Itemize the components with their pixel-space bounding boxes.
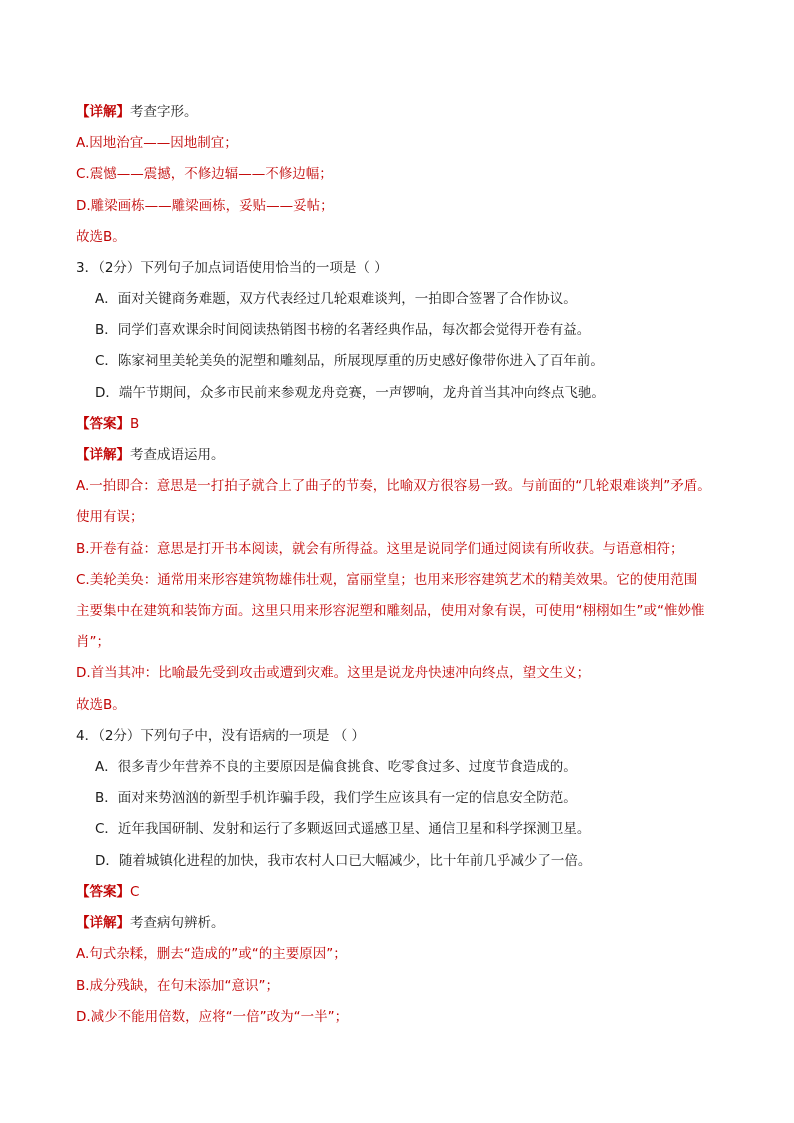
q4-explain-line: B.成分残缺，在句末添加“意识”； xyxy=(76,978,280,994)
q3-option-b: B．同学们喜欢课余时间阅读热销图书榜的名著经典作品，每次都会觉得开卷有益。 xyxy=(95,322,591,338)
q3-explain-line: C.美轮美奂：通常用来形容建筑物雄伟壮观，富丽堂皇；也用来形容建筑艺术的精美效果。它的使用范围 xyxy=(76,572,698,588)
q3-explain-line: D.首当其冲：比喻最先受到攻击或遭到灾难。这里是说龙舟快速冲向终点，望文生义； xyxy=(76,665,591,681)
answer-tag: 【答案】 xyxy=(76,884,130,900)
q3-option-a: A．面对关键商务难题，双方代表经过几轮艰难谈判，一拍即合签署了合作协议。 xyxy=(95,291,577,307)
answer-value: C xyxy=(130,884,140,900)
q3-explain-line: 使用有误； xyxy=(76,509,144,525)
explain-tag: 【详解】 xyxy=(76,447,130,463)
q2-explain-line: A.因地治宜——因地制宜； xyxy=(76,135,238,151)
q3-explain-line: A.一拍即合：意思是一打拍子就合上了曲子的节奏，比喻双方很容易一致。与前面的“几轮艰难谈判”矛盾。 xyxy=(76,478,711,494)
q3-explain-heading xyxy=(76,444,744,466)
q4-answer xyxy=(76,881,744,903)
q3-option-d: D．端午节期间，众多市民前来参观龙舟竞赛，一声锣响，龙舟首当其冲向终点飞驰。 xyxy=(95,385,605,401)
q3-answer xyxy=(76,413,744,435)
q4-option-b: B．面对来势汹汹的新型手机诈骗手段，我们学生应该具有一定的信息安全防范。 xyxy=(95,790,577,806)
q3-option-c: C．陈家祠里美轮美奂的泥塑和雕刻品，所展现厚重的历史感好像带你进入了百年前。 xyxy=(95,353,604,369)
q3-explain-line: 主要集中在建筑和装饰方面。这里只用来形容泥塑和雕刻品，使用对象有误，可使用“栩栩如生”或“惟妙惟 xyxy=(76,603,705,619)
q4-explain-line: A.句式杂糅，删去“造成的”或“的主要原因”； xyxy=(76,946,347,962)
q2-explain-line: C.震憾——震撼，不修边辐——不修边幅； xyxy=(76,166,333,182)
q4-option-d: D．随着城镇化进程的加快，我市农村人口已大幅减少，比十年前几乎减少了一倍。 xyxy=(95,853,592,869)
q3-conclusion: 故选B。 xyxy=(76,697,126,713)
q3-explain-line: B.开卷有益：意思是打开书本阅读，就会有所得益。这里是说同学们通过阅读有所收获。与语意相符； xyxy=(76,541,684,557)
q2-explain-line: D.雕梁画栋——雕梁画栋，妥贴——妥帖； xyxy=(76,198,334,214)
q4-stem: 4．（2分）下列句子中，没有语病的一项是 （ ） xyxy=(76,728,366,744)
explain-intro: 考查病句辨析。 xyxy=(130,915,225,931)
explain-intro: 考查成语运用。 xyxy=(130,447,225,463)
explain-intro: 考查字形。 xyxy=(130,104,198,120)
explain-tag: 【详解】 xyxy=(76,104,130,120)
q3-explain-line: 肖”； xyxy=(76,634,110,650)
q4-option-a: A．很多青少年营养不良的主要原因是偏食挑食、吃零食过多、过度节食造成的。 xyxy=(95,759,577,775)
answer-value: B xyxy=(130,416,140,432)
q3-stem: 3．（2分）下列句子加点词语使用恰当的一项是（ ） xyxy=(76,260,388,276)
q4-option-c: C．近年我国研制、发射和运行了多颗返回式遥感卫星、通信卫星和科学探测卫星。 xyxy=(95,821,591,837)
q4-explain-line: D.减少不能用倍数，应将“一倍”改为“一半”； xyxy=(76,1009,349,1025)
q4-explain-heading xyxy=(76,912,744,934)
q2-conclusion: 故选B。 xyxy=(76,229,126,245)
explain-tag: 【详解】 xyxy=(76,915,130,931)
q2-explain-heading xyxy=(76,101,744,123)
answer-tag: 【答案】 xyxy=(76,416,130,432)
